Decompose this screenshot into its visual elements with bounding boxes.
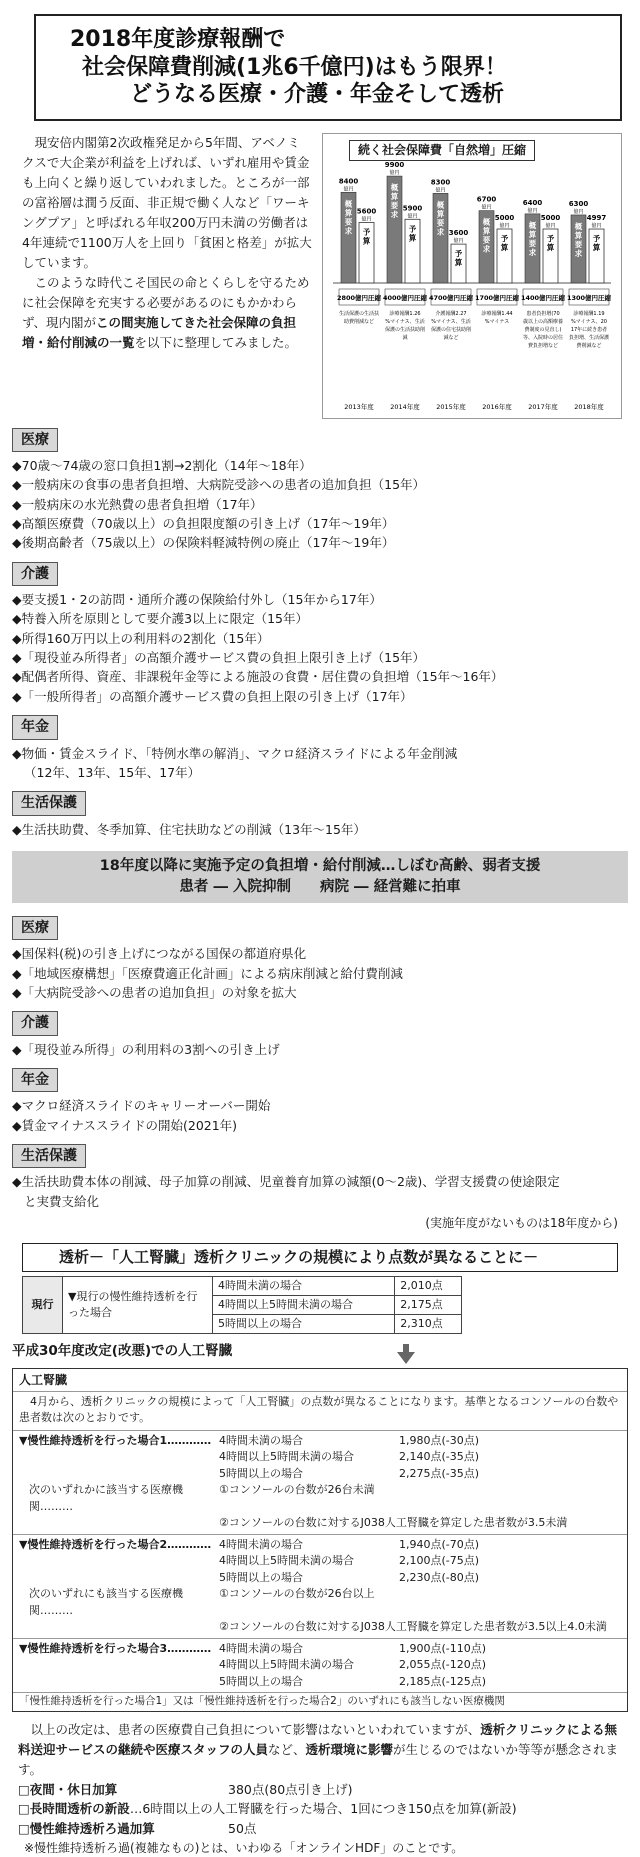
intro-p2-emphasis: この間実施してきた社会保障の負担増・給付削減の一覧 [22, 314, 297, 350]
budget-chart [322, 133, 622, 419]
reduction-label: 1400億円圧縮 [520, 293, 566, 302]
bar-text-request: 概 [482, 217, 491, 227]
case-name [19, 1657, 219, 1674]
headline-line-3: どうなる医療・介護・年金そして透析 [130, 82, 505, 107]
bar-text-budget: 予 [362, 227, 371, 237]
bar-text-request: 求 [344, 226, 353, 236]
case-row [19, 1449, 621, 1466]
unit-label-request: 億円 [527, 207, 538, 214]
bar-text-request: 算 [390, 191, 399, 201]
bar-text-request: 算 [482, 226, 491, 236]
implemented-cuts-list [12, 419, 628, 839]
current-desc: ▼現行の慢性維持透析を行った場合 [63, 1277, 213, 1334]
current-points: 2,310点 [395, 1315, 462, 1334]
bar-text-request: 算 [574, 230, 583, 240]
value-label-budget: 4997 [586, 213, 607, 222]
value-label-budget: 5000 [540, 213, 561, 222]
current-fee-table [22, 1276, 462, 1334]
case-time: 5時間以上の場合 [219, 1674, 303, 1688]
current-time: 5時間以上の場合 [213, 1315, 395, 1334]
unit-label-request: 億円 [389, 169, 400, 176]
bar-text-request: 概 [574, 221, 583, 231]
unit-label-budget: 億円 [591, 222, 602, 229]
section-label: 年金 [12, 1068, 58, 1092]
case-row [19, 1674, 621, 1691]
category-label: 2017年度 [528, 402, 558, 411]
section [12, 1135, 628, 1211]
unit-label-request: 億円 [481, 204, 492, 211]
condition-label [19, 1619, 219, 1636]
list-item: ◆「一般所得者」の高額介護サービス費の負担上限の引き上げ（17年） [12, 688, 413, 704]
bar-text-request: 概 [436, 200, 445, 210]
bar-text-request: 求 [482, 244, 491, 254]
case-time: 4時間未満の場合 [219, 1433, 303, 1447]
banner-line-1: 18年度以降に実施予定の負担増・給付削減…しぼむ高齢、弱者支援 [99, 857, 541, 874]
headline-box [34, 14, 622, 121]
value-label-budget: 5900 [402, 204, 423, 213]
unit-label-request: 億円 [573, 208, 584, 215]
case-time: 5時間以上の場合 [219, 1466, 303, 1480]
condition-row [19, 1586, 621, 1619]
reduction-note: 介護報酬2.27 [435, 310, 467, 317]
case-row [19, 1657, 621, 1674]
value-label-request: 6300 [568, 199, 589, 208]
bar-text-request: 要 [574, 239, 583, 249]
value-label-request: 8300 [430, 178, 451, 187]
unit-label-budget: 億円 [453, 238, 464, 245]
current-points: 2,175点 [395, 1296, 462, 1315]
addition-label: □慢性維持透析ろ過加算 [18, 1820, 155, 1836]
reduction-note: 歳以上の高額療養 [522, 318, 564, 325]
condition-label [19, 1515, 219, 1532]
headline-line-1: 2018年度診療報酬で [70, 27, 286, 52]
additions-list [12, 1780, 628, 1838]
case-points: 2,185点(-125点) [399, 1674, 487, 1688]
category-label: 2016年度 [482, 402, 512, 411]
reduction-note: 助費削減など [343, 318, 375, 325]
reduction-note: 費制度の見直し) [524, 326, 562, 333]
unit-label-request: 億円 [435, 187, 446, 194]
unit-label-request: 億円 [343, 186, 354, 193]
case-time: 4時間未満の場合 [219, 1641, 303, 1655]
dialysis-title: 透析－「人工腎臓」透析クリニックの規模により点数が異なることに－ [22, 1243, 618, 1273]
condition-label: 次のいずれかに該当する医療機関……… [29, 1483, 183, 1513]
case-name [19, 1674, 219, 1691]
reduction-note: %マイナス [484, 318, 510, 325]
case-points: 2,275点(-35点) [399, 1466, 480, 1480]
list-item: ◆「大病院受診への患者の追加負担」の対象を拡大 [12, 985, 297, 1001]
current-label: 現行 [23, 1277, 63, 1334]
closing-text-a: 以上の改定は、患者の医療費自己負担について影響はないといわれていますが、 [30, 1721, 481, 1737]
future-cuts-banner [12, 851, 628, 903]
condition-text: ①コンソールの台数が26台未満 [219, 1483, 375, 1497]
case-name: ▼慢性維持透析を行った場合2………… [19, 1537, 212, 1551]
case-name: ▼慢性維持透析を行った場合3………… [19, 1641, 212, 1655]
condition-text: ②コンソールの台数に対するJ038人工腎臓を算定した患者数が3.5以上4.0未満 [219, 1620, 607, 1634]
bar-text-request: 概 [344, 199, 353, 209]
list-item: ◆「地域医療構想」「医療費適正化計画」による病床削減と給付費削減 [12, 965, 403, 981]
list-item: ◆物価・賃金スライド、「特例水準の解消」、マクロ経済スライドによる年金削減 [12, 745, 458, 761]
condition-text: ②コンソールの台数に対するJ038人工腎臓を算定した患者数が3.5未満 [219, 1516, 568, 1530]
section-label: 介護 [12, 562, 58, 586]
reduction-label: 4700億円圧縮 [428, 293, 474, 302]
reduction-note: 17年に続き患者 [570, 326, 608, 333]
section-label: 年金 [12, 715, 58, 739]
table-row [23, 1277, 462, 1296]
bar-text-request: 要 [390, 200, 399, 210]
bar-text-budget: 算 [454, 258, 463, 268]
reduction-note: 保護の生活扶助削 [384, 326, 426, 333]
case-name [19, 1570, 219, 1587]
closing-paragraph [12, 1720, 628, 1780]
reduction-note: 減 [402, 334, 408, 341]
value-label-request: 6700 [476, 195, 497, 204]
case-name [19, 1449, 219, 1466]
bar-text-request: 要 [344, 217, 353, 227]
down-arrow-icon [403, 1344, 409, 1352]
bar-text-request: 要 [528, 238, 537, 248]
bar-text-budget: 予 [546, 233, 555, 243]
bar-text-request: 要 [436, 218, 445, 228]
reduction-note: 費負担増など [527, 342, 559, 349]
case-row [19, 1553, 621, 1570]
case-time: 4時間以上5時間未満の場合 [219, 1554, 354, 1568]
closing-text-c: など、 [268, 1741, 306, 1757]
unit-label-budget: 億円 [545, 222, 556, 229]
condition-row [19, 1482, 621, 1515]
case-row [19, 1570, 621, 1587]
bar-text-request: 求 [574, 248, 583, 258]
list-item: ◆一般病床の水光熱費の患者負担増（17年） [12, 496, 263, 512]
value-label-budget: 5000 [494, 213, 515, 222]
section [12, 1002, 628, 1059]
section-label: 生活保護 [12, 1144, 86, 1168]
case-points: 1,900点(-110点) [399, 1641, 487, 1655]
revision-heading: 平成30年度改定(改悪)での人工腎臓 [12, 1343, 233, 1360]
bar-text-budget: 予 [408, 224, 417, 234]
bar-text-request: 求 [436, 227, 445, 237]
section [12, 419, 628, 553]
section [12, 782, 628, 839]
condition-row [19, 1619, 621, 1636]
bar-text-request: 求 [390, 209, 399, 219]
addition-row [12, 1819, 628, 1838]
case-points: 2,100点(-75点) [399, 1554, 480, 1568]
revision-cases [13, 1430, 627, 1693]
list-item: ◆要支援1・2の訪問・通所介護の保険給付外し（15年から17年） [12, 591, 382, 607]
condition-row [19, 1515, 621, 1532]
section [12, 553, 628, 707]
list-item: ◆70歳～74歳の窓口負担1割→2割化（14年～18年） [12, 457, 312, 473]
value-label-budget: 5600 [356, 207, 377, 216]
list-item: ◆高額医療費（70歳以上）の負担限度額の引き上げ（17年～19年） [12, 515, 395, 531]
case-points: 1,940点(-70点) [399, 1537, 480, 1551]
bar-text-request: 算 [528, 229, 537, 239]
unit-label-budget: 億円 [361, 216, 372, 223]
section-label: 介護 [12, 1011, 58, 1035]
list-item: ◆賃金マイナススライドの開始(2021年) [12, 1117, 238, 1133]
reduction-note: 費削減など [576, 342, 602, 349]
list-item: ◆生活扶助費、冬季加算、住宅扶助などの削減（13年～15年） [12, 821, 366, 837]
section-label: 医療 [12, 916, 58, 940]
addition-row [12, 1799, 628, 1818]
intro-p2-tail: を以下に整理してみました。 [134, 334, 298, 350]
bar-text-request: 求 [528, 247, 537, 257]
case-points: 2,230点(-80点) [399, 1570, 480, 1584]
bar-text-request: 概 [390, 182, 399, 192]
bar-text-budget: 算 [362, 236, 371, 246]
revision-box-intro: 4月から、透析クリニックの規模によって「人工腎臓」の点数が異なることになります。基準となるコンソールの台数や患者数は次のとおりです。 [19, 1394, 619, 1425]
case-points: 1,980点(-30点) [399, 1433, 480, 1447]
reduction-note: 診療報酬1.44 [481, 310, 513, 317]
category-label: 2018年度 [574, 402, 604, 411]
list-item: ◆国保料(税)の引き上げにつながる国保の都道府県化 [12, 946, 307, 962]
case-row [19, 1433, 621, 1450]
addition-value: …6時間以上の人工腎臓を行った場合、1回につき150点を加算(新設) [129, 1801, 517, 1817]
section [12, 907, 628, 1002]
reduction-note: 保護の住宅扶助削 [430, 326, 472, 333]
list-item: ◆後期高齢者（75歳以上）の保険料軽減特例の廃止（17年～19年） [12, 535, 395, 551]
intro-section [12, 133, 628, 419]
section-label: 医療 [12, 428, 58, 452]
closing-emphasis-b: 透析クリニックによる無料送迎サービスの継続や医療スタッフの人員 [18, 1721, 618, 1757]
list-item: ◆特養入所を原則として要介護3以上に限定（15年） [12, 611, 308, 627]
condition-text: ①コンソールの台数が26台以上 [219, 1587, 375, 1601]
reduction-note: %マイナス、生活 [431, 318, 471, 325]
reduction-label: 4000億円圧縮 [382, 293, 428, 302]
category-label: 2014年度 [390, 402, 420, 411]
chart-svg [329, 160, 615, 415]
case-time: 4時間未満の場合 [219, 1537, 303, 1551]
bar-text-budget: 予 [592, 233, 601, 243]
implementation-note: (実施年度がないものは18年度から) [425, 1216, 618, 1231]
headline-line-2: 社会保障費削減(1兆6千億円)はもう限界！ [82, 54, 507, 80]
unit-label-budget: 億円 [407, 213, 418, 220]
reduction-note: %マイナス、20 [571, 318, 607, 325]
reduction-note: 負担増、生活保護 [568, 334, 610, 341]
chart-title: 続く社会保障費「自然増」圧縮 [349, 140, 535, 161]
bar-text-budget: 予 [500, 233, 509, 243]
value-label-request: 9900 [384, 160, 405, 169]
condition-label: 次のいずれにも該当する医療機関……… [29, 1587, 183, 1617]
addition-row [12, 1780, 628, 1799]
case-block [13, 1534, 627, 1638]
case-name: ▼慢性維持透析を行った場合1………… [19, 1433, 212, 1447]
intro-paragraph-1: 現安倍内閣第2次政権発足から5年間、アベノミクスで大企業が利益を上げれば、いずれ雇用や賃金も上向くと繰り返していわれました。ところが一部の富裕層は潤う反面、非正規で働く人など「ワーキングプア」と呼ばれる年収200万円未満の労働者は4年連続で1100万人を上回り「貧困と格差」が拡大しています。 [22, 134, 312, 270]
addition-value: 380点(80点引き上げ) [228, 1781, 353, 1797]
list-item: ◆「現役並み所得者」の高額介護サービス費の負担上限引き上げ（15年） [12, 650, 426, 666]
footnote: ※慢性維持透析ろ過(複雑なもの)とは、いわゆる「オンラインHDF」のことです。 [24, 1841, 464, 1856]
list-item: ◆配偶者所得、資産、非課税年金等による施設の食費・居住費の負担増（15年～16年） [12, 669, 504, 685]
planned-cuts-list [12, 907, 628, 1211]
bar-text-request: 概 [528, 220, 537, 230]
case-time: 4時間以上5時間未満の場合 [219, 1450, 354, 1464]
case-points: 2,055点(-120点) [399, 1658, 487, 1672]
intro-text [12, 133, 312, 419]
case-row [19, 1537, 621, 1554]
addition-label: □長時間透析の新設 [18, 1801, 130, 1817]
reduction-note: 診療報酬1.26 [389, 310, 421, 317]
bar-text-budget: 予 [454, 249, 463, 259]
intro-paragraph-2 [22, 273, 312, 353]
closing-text-e: が生じるのではないか等等が懸念されます。 [18, 1741, 619, 1777]
addition-value: 50点 [228, 1820, 257, 1836]
current-time: 4時間以上5時間未満の場合 [213, 1296, 395, 1315]
list-item: と実費支給化 [24, 1193, 100, 1209]
intro-p2-text: このような時代こそ国民の命とくらしを守るために社会保障を充実する必要があるのにもかかわらず、現内閣が [22, 274, 310, 330]
current-points: 2,010点 [395, 1277, 462, 1296]
revision-box [12, 1368, 628, 1712]
list-item: ◆所得160万円以上の利用料の2割化（15年） [12, 630, 270, 646]
section [12, 706, 628, 782]
case-block [13, 1638, 627, 1693]
banner-line-2: 患者 ― 入院抑制 病院 ― 経営難に拍車 [179, 878, 461, 895]
list-item: ◆生活扶助費本体の削減、母子加算の削減、児童養育加算の減額(0～2歳)、学習支援費の使途限定 [12, 1174, 560, 1190]
current-time: 4時間未満の場合 [213, 1277, 395, 1296]
list-item: （12年、13年、15年、17年） [24, 764, 201, 780]
reduction-label: 1300億円圧縮 [566, 293, 612, 302]
reduction-label: 1700億円圧縮 [474, 293, 520, 302]
case-block [13, 1430, 627, 1534]
down-arrow-head-icon [397, 1352, 415, 1364]
bar-text-request: 算 [436, 209, 445, 219]
bar-text-budget: 算 [500, 242, 509, 252]
case-name [19, 1466, 219, 1483]
bar-text-budget: 算 [546, 242, 555, 252]
category-label: 2015年度 [436, 402, 466, 411]
reduction-note: 患者負担増(70 [526, 310, 560, 317]
bar-text-request: 算 [344, 208, 353, 218]
reduction-note: %マイナス、生活 [385, 318, 425, 325]
case-row [19, 1466, 621, 1483]
revision-box-head: 人工腎臓 [13, 1369, 627, 1392]
reduction-note: 診療報酬1.19 [573, 310, 605, 317]
value-label-request: 6400 [522, 198, 543, 207]
case-points: 2,140点(-35点) [399, 1450, 480, 1464]
category-label: 2013年度 [344, 402, 374, 411]
case-time: 4時間以上5時間未満の場合 [219, 1658, 354, 1672]
section [12, 1059, 628, 1135]
bar-text-request: 要 [482, 235, 491, 245]
list-item: ◆「現役並み所得」の利用料の3割への引き上げ [12, 1041, 280, 1057]
case-note: 「慢性維持透析を行った場合1」又は「慢性維持透析を行った場合2」のいずれにも該当しない医療機関 [13, 1692, 627, 1711]
reduction-note: 生活保護の生活扶 [338, 310, 380, 317]
reduction-note: 減など [443, 334, 459, 341]
value-label-request: 8400 [338, 177, 359, 186]
case-name [19, 1553, 219, 1570]
addition-label: □夜間・休日加算 [18, 1781, 118, 1797]
closing-emphasis-d: 透析環境に影響 [305, 1741, 394, 1757]
list-item: ◆一般病床の食事の患者負担増、大病院受診への患者の追加負担（15年） [12, 477, 426, 493]
unit-label-budget: 億円 [499, 222, 510, 229]
case-time: 5時間以上の場合 [219, 1570, 303, 1584]
reduction-label: 2800億円圧縮 [336, 293, 382, 302]
bar-text-budget: 算 [592, 242, 601, 252]
list-item: ◆マクロ経済スライドのキャリーオーバー開始 [12, 1098, 271, 1114]
section-label: 生活保護 [12, 791, 86, 815]
value-label-budget: 3600 [448, 229, 469, 238]
reduction-note: 等、入院時の居住 [522, 334, 564, 341]
bar-text-budget: 算 [408, 233, 417, 243]
case-row [19, 1641, 621, 1658]
